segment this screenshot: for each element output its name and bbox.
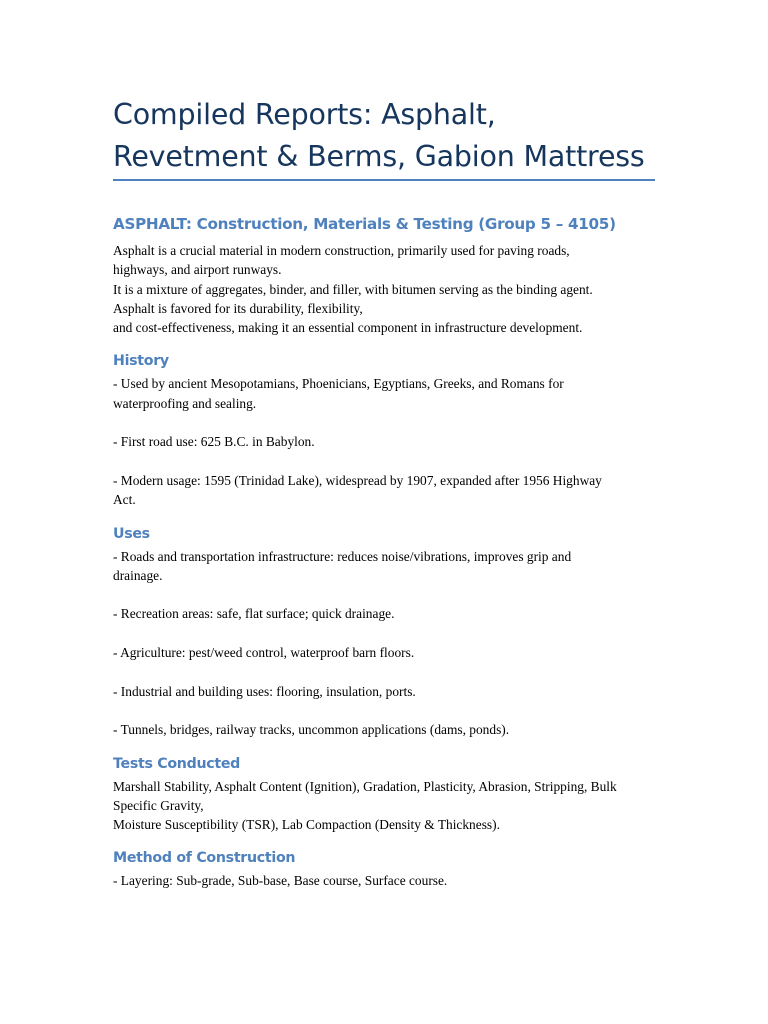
tests-section (113, 751, 658, 835)
uses-item-line: - Agriculture: pest/weed control, waterproof barn floors. (113, 645, 415, 661)
document-title: Compiled Reports: Asphalt, Revetment & Berms, Gabion Mattress (113, 98, 645, 173)
method-paragraph (113, 871, 658, 890)
history-section (113, 348, 658, 509)
uses-heading: Uses (113, 525, 150, 542)
history-item-line: waterproofing and sealing. (113, 395, 257, 411)
tests-line: Marshall Stability, Asphalt Content (Ignition), Gradation, Plasticity, Abrasion, Stripping, Bulk (113, 778, 617, 794)
uses-item-line: - Recreation areas: safe, flat surface; quick drainage. (113, 606, 395, 622)
history-item (113, 374, 658, 413)
uses-item-line: drainage. (113, 567, 163, 583)
history-item-line: - Modern usage: 1595 (Trinidad Lake), widespread by 1907, expanded after 1956 Highway (113, 472, 602, 488)
history-item-line: - First road use: 625 B.C. in Babylon. (113, 434, 315, 450)
uses-item (113, 643, 658, 662)
uses-item (113, 682, 658, 701)
tests-line: Moisture Susceptibility (TSR), Lab Compaction (Density & Thickness). (113, 817, 500, 833)
intro-line: Asphalt is a crucial material in modern construction, primarily used for paving roads, (113, 243, 570, 258)
uses-item-line: - Industrial and building uses: flooring, insulation, ports. (113, 683, 416, 699)
document-body (113, 211, 658, 891)
uses-item-line: - Tunnels, bridges, railway tracks, uncommon applications (dams, ponds). (113, 722, 510, 738)
tests-paragraph (113, 777, 658, 835)
intro-line: Asphalt is favored for its durability, flexibility, (113, 300, 363, 316)
intro-line: and cost-effectiveness, making it an essential component in infrastructure development. (113, 320, 583, 336)
intro-paragraph (113, 241, 658, 337)
uses-item-line: - Roads and transportation infrastructure: reduces noise/vibrations, improves grip and (113, 548, 572, 564)
tests-heading: Tests Conducted (113, 755, 241, 772)
intro-line: It is a mixture of aggregates, binder, and filler, with bitumen serving as the binding agent. (113, 281, 593, 297)
history-item (113, 432, 658, 451)
method-heading: Method of Construction (113, 850, 296, 867)
history-heading: History (113, 353, 169, 370)
main-heading: ASPHALT: Construction, Materials & Testing (Group 5 – 4105) (113, 215, 616, 233)
method-section (113, 845, 658, 890)
tests-line: Specific Gravity, (113, 797, 204, 813)
method-line: - Layering: Sub-grade, Sub-base, Base course, Surface course. (113, 873, 448, 889)
history-item (113, 471, 658, 510)
uses-section (113, 521, 658, 740)
history-item-line: - Used by ancient Mesopotamians, Phoenicians, Egyptians, Greeks, and Romans for (113, 376, 564, 392)
history-item-line: Act. (113, 492, 136, 508)
title-divider (113, 179, 655, 181)
uses-item (113, 720, 658, 739)
intro-line: highways, and airport runways. (113, 262, 282, 278)
uses-item (113, 604, 658, 623)
uses-item (113, 547, 658, 586)
